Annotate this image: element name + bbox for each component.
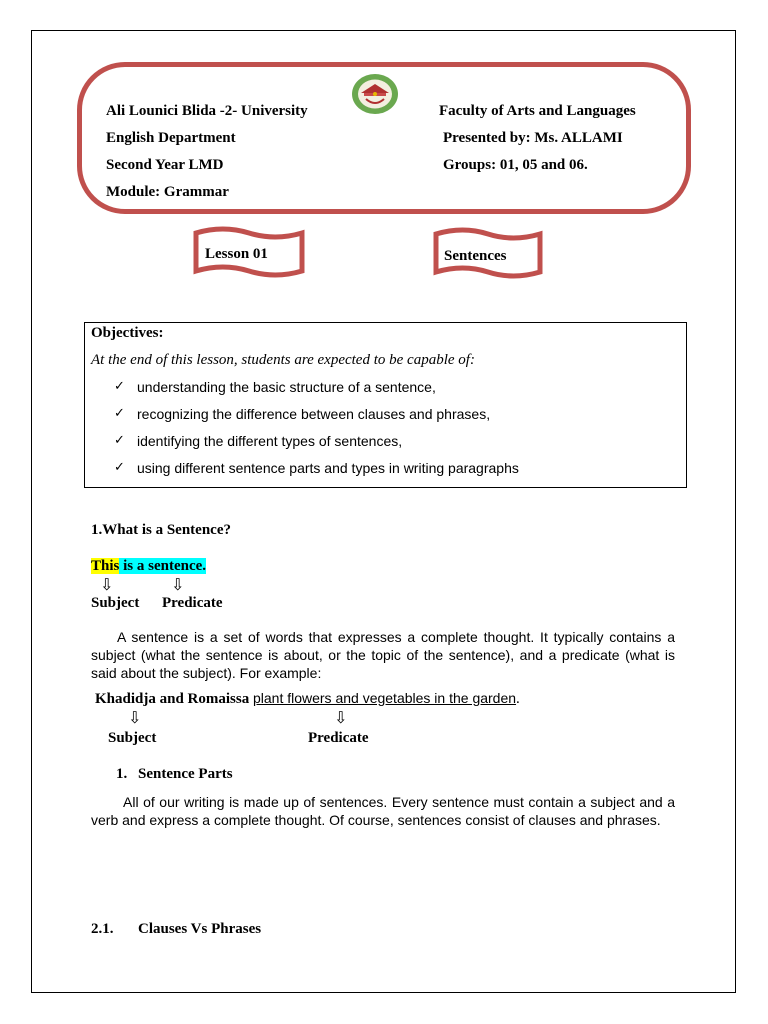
section-number-21: 2.1. (91, 921, 114, 937)
check-mark-icon: ✓ (114, 406, 125, 421)
example-sentence (91, 557, 206, 575)
label2-subject: Subject (108, 730, 157, 746)
section-heading-sentence-parts: Sentence Parts (138, 766, 233, 782)
objective-item: recognizing the difference between clauses and phrases, (137, 406, 491, 422)
down-arrow-icon: ⇩ (100, 575, 114, 594)
lesson-topic: Sentences (444, 248, 507, 264)
example-sentence-2 (95, 689, 520, 708)
university-logo (351, 73, 399, 115)
university-name: Ali Lounici Blida -2- University (106, 103, 308, 119)
sentence-parts-paragraph: All of our writing is made up of sentences. Every sentence must contain a subject and a verb and express a complete thought. Of course, sentences consist of clauses and phrases. (91, 794, 675, 828)
check-mark-icon: ✓ (114, 433, 125, 448)
label-subject: Subject (91, 595, 140, 611)
section-number-parts: 1. (116, 766, 128, 782)
down-arrow-icon: ⇩ (334, 708, 348, 727)
groups: Groups: 01, 05 and 06. (443, 157, 588, 173)
section-heading-what-is-sentence: 1.What is a Sentence? (91, 522, 231, 538)
example-predicate: is a sentence. (119, 558, 207, 574)
objectives-intro: At the end of this lesson, students are expected to be capable of: (91, 352, 475, 368)
department-name: English Department (106, 130, 236, 146)
objectives-title: Objectives: (91, 325, 164, 341)
down-arrow-icon: ⇩ (128, 708, 142, 727)
check-mark-icon: ✓ (114, 379, 125, 394)
faculty-name: Faculty of Arts and Languages (439, 103, 636, 119)
down-arrow-icon: ⇩ (171, 575, 185, 594)
example-subject: This (91, 558, 120, 574)
check-mark-icon: ✓ (114, 460, 125, 475)
label-predicate: Predicate (162, 595, 223, 611)
label2-predicate: Predicate (308, 730, 369, 746)
example2-predicate: plant flowers and vegetables in the garden (252, 690, 517, 706)
example2-subject: Khadidja and Romaissa (95, 691, 250, 707)
objective-item: understanding the basic structure of a sentence, (137, 379, 436, 395)
sentence-definition-paragraph: A sentence is a set of words that expresses a complete thought. It typically contains a subject (what the sentence is about, or the topic of the sentence), and a predicate (what is said about the subject). For example: (91, 629, 675, 681)
example2-period: . (516, 691, 520, 707)
objective-item: identifying the different types of sentences, (137, 433, 403, 449)
presenter: Presented by: Ms. ALLAMI (443, 130, 623, 146)
section-heading-clauses-phrases: Clauses Vs Phrases (138, 921, 262, 937)
objective-item: using different sentence parts and types in writing paragraphs (137, 460, 519, 476)
study-year: Second Year LMD (106, 157, 224, 173)
lesson-number: Lesson 01 (205, 246, 268, 262)
module-name: Module: Grammar (106, 184, 229, 200)
